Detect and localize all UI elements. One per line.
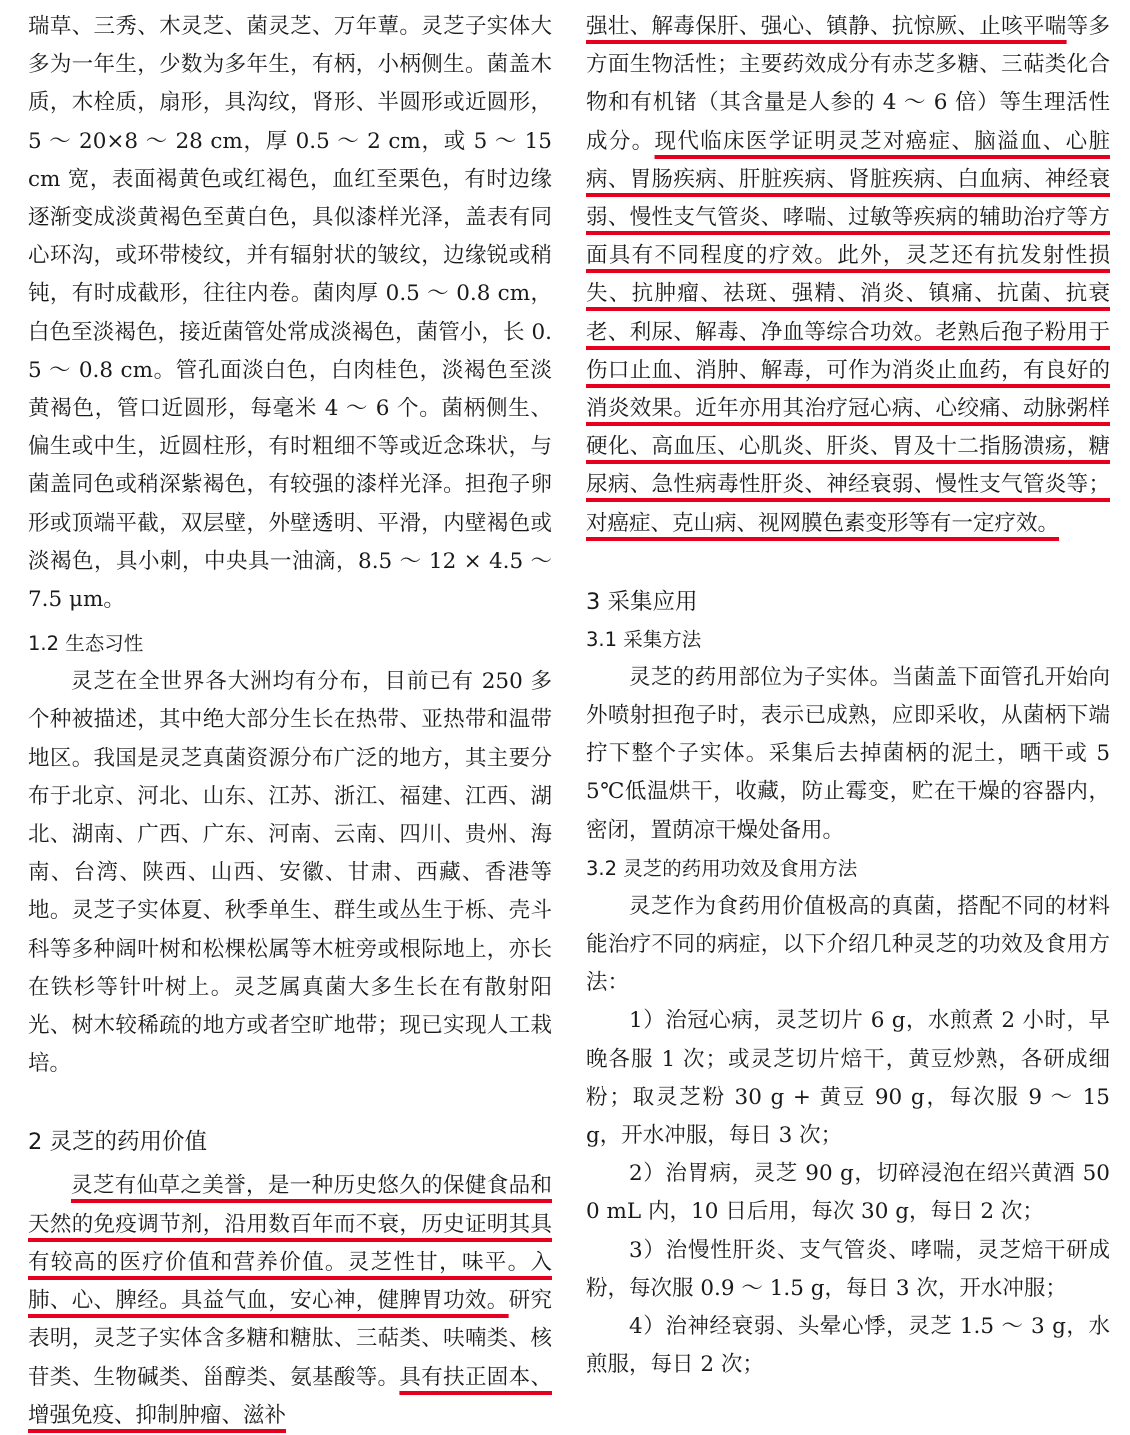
plain-text: 等多方面生物活性；主要药效成分有赤芝多糖、三萜类化合物和有机锗（其含量是人参的 4 ～ 6 倍）等生理活性成分。 bbox=[586, 14, 1110, 154]
paragraph-bioactivity bbox=[586, 8, 1110, 543]
underlined-text: 现代临床医学证明灵芝对癌症、脑溢血、心脏病、胃肠疾病、肝脏疾病、肾脏疾病、白血病、神经衰弱、慢性支气管炎、哮喘、过敏等疾病的辅助治疗等方面具有不同程度的疗效。此外，灵芝还有抗发射性损失、抗肿瘤、祛斑、强精、消炎、镇痛、抗菌、抗衰老、利尿、解毒、净血等综合功效。老熟后孢子粉用于伤口止血、消肿、解毒，可作为消炎止血药，有良好的消炎效果。近年亦用其治疗冠心病、心绞痛、动脉粥样硬化、高血压、心肌炎、肝炎、胃及十二指肠溃疡，糖尿病、急性病毒性肝炎、神经衰弱、慢性支气管炎等；对癌症、克山病、视网膜色素变形等有一定疗效。 bbox=[586, 128, 1110, 536]
list-item: 4）治神经衰弱、头晕心悸，灵芝 1.5 ～ 3 g，水煎服，每日 2 次； bbox=[586, 1314, 1110, 1378]
right-column bbox=[586, 8, 1110, 1385]
paragraph-usage-intro: 灵芝作为食药用价值极高的真菌，搭配不同的材料能治疗不同的病症，以下介绍几种灵芝的功效及食用方法： bbox=[586, 893, 1110, 996]
section-heading-3: 3 采集应用 bbox=[586, 588, 698, 615]
plain-text: 研究表明，灵芝子实体含多糖和糖肽、三萜类、呋喃类、核苷类、生物碱类、甾醇类、氨基酸等。 bbox=[28, 1288, 552, 1390]
section-heading-3-1: 3.1 采集方法 bbox=[586, 627, 702, 651]
section-heading-2: 2 灵芝的药用价值 bbox=[28, 1129, 207, 1156]
underlined-text: 灵芝有仙草之美誉，是一种历史悠久的保健食品和天然的免疫调节剂，沿用数百年而不衰，历史证明其具有较高的医疗价值和营养价值。灵芝性甘，味平。入肺、心、脾经。具益气血，安心神，健脾胃功效。 bbox=[28, 1173, 552, 1314]
list-item: 1）治冠心病，灵芝切片 6 g，水煎煮 2 小时，早晚各服 1 次；或灵芝切片焙干，黄豆炒熟，各研成细粉；取灵芝粉 30 g + 黄豆 90 g，每次服 9 ～ 15 g，开水冲服，每日 3 次； bbox=[586, 1008, 1110, 1149]
section-heading-3-2: 3.2 灵芝的药用功效及食用方法 bbox=[586, 856, 858, 880]
left-column bbox=[28, 8, 552, 1435]
paragraph-ecology: 灵芝在全世界各大洲均有分布，目前已有 250 多个种被描述，其中绝大部分生长在热带、亚热带和温带地区。我国是灵芝真菌资源分布广泛的地方，其主要分布于北京、河北、山东、江苏、浙江、福建、江西、湖北、湖南、广西、广东、河南、云南、四川、贵州、海南、台湾、陕西、山西、安徽、甘肃、西藏、香港等地。灵芝子实体夏、秋季单生、群生或丛生于栎、壳斗科等多种阔叶树和松棵松属等木桩旁或根际地上，亦长在铁杉等针叶树上。灵芝属真菌大多生长在有散射阳光、树木较稀疏的地方或者空旷地带；现已实现人工栽培。 bbox=[28, 669, 552, 1077]
paragraph-morphology: 瑞草、三秀、木灵芝、菌灵芝、万年蕈。灵芝子实体大多为一年生，少数为多年生，有柄，小柄侧生。菌盖木质，木栓质，扇形，具沟纹，肾形、半圆形或近圆形，5 ～ 20×8 ～ 28 cm，厚 0.5 ～ 2 cm，或 5 ～ 15 cm 宽，表面褐黄色或红褐色，血红至栗色，有时边缘逐渐变成淡黄褐色至黄白色，具似漆样光泽，盖表有同心环沟，或环带棱纹，并有辐射状的皱纹，边缘锐或稍钝，有时成截形，往往内卷。菌肉厚 0.5 ～ 0.8 cm，白色至淡褐色，接近菌管处常成淡褐色，菌管小，长 0.5 ～ 0.8 cm。管孔面淡白色，白肉桂色，淡褐色至淡黄褐色，管口近圆形，每毫米 4 ～ 6 个。菌柄侧生、偏生或中生，近圆柱形，有时粗细不等或近念珠状，与菌盖同色或稍深紫褐色，有较强的漆样光泽。担孢子卵形或顶端平截，双层壁，外壁透明、平滑，内壁褐色或淡褐色，具小刺，中央具一油滴，8.5 ～ 12 × 4.5 ～ 7.5 μm。 bbox=[28, 14, 552, 613]
section-heading-1-2: 1.2 生态习性 bbox=[28, 632, 144, 656]
underlined-text: 具有扶正固本、增强免疫、抑制肿瘤、滋补 bbox=[28, 1364, 552, 1428]
paragraph-collection: 灵芝的药用部位为子实体。当菌盖下面管孔开始向外喷射担孢子时，表示已成熟，应即采收，从菌柄下端拧下整个子实体。采集后去掉菌柄的泥土，晒干或 55℃低温烘干，收藏，防止霉变，贮在干燥的容器内，密闭，置荫凉干燥处备用。 bbox=[586, 664, 1110, 843]
paragraph-medicinal-value bbox=[28, 1167, 552, 1434]
list-item: 2）治胃病，灵芝 90 g，切碎浸泡在绍兴黄酒 500 mL 内，10 日后用，每次 30 g，每日 2 次； bbox=[586, 1161, 1110, 1225]
list-item: 3）治慢性肝炎、支气管炎、哮喘，灵芝焙干研成粉，每次服 0.9 ～ 1.5 g，每日 3 次，开水冲服； bbox=[586, 1237, 1110, 1301]
underlined-text: 强壮、解毒保肝、强心、镇静、抗惊厥、止咳平喘 bbox=[586, 14, 1067, 39]
